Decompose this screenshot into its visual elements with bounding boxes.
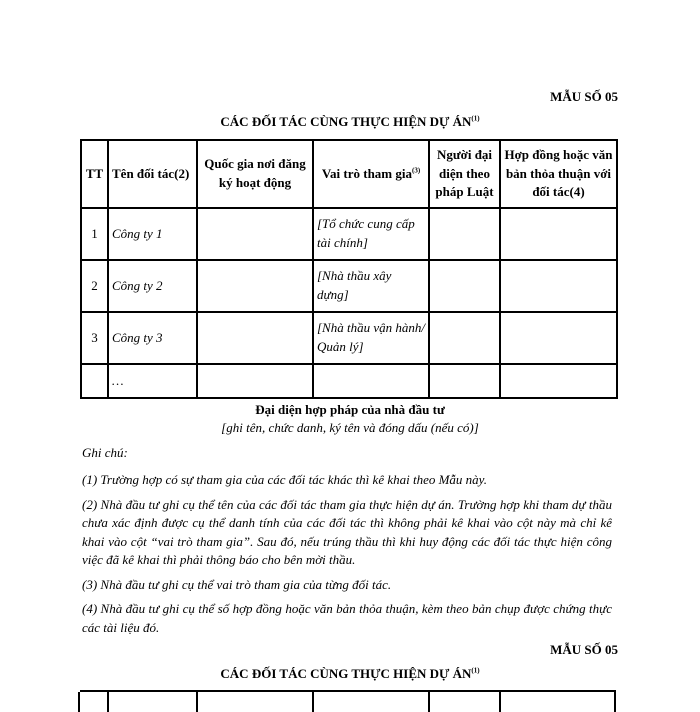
- table-divider: [428, 692, 430, 712]
- header-tt: TT: [81, 140, 108, 208]
- cell-ellipsis: …: [108, 364, 197, 398]
- cell-role: [Nhà thầu xây dựng]: [313, 260, 429, 312]
- cell-partner-name: Công ty 2: [108, 260, 197, 312]
- table-row: [81, 312, 617, 364]
- cell-role: [Nhà thầu vận hành/ Quản lý]: [313, 312, 429, 364]
- header-legal-rep: Người đại diện theo pháp Luật: [429, 140, 500, 208]
- table-divider: [78, 692, 80, 712]
- header-role-text: Vai trò tham gia: [321, 165, 412, 181]
- representative-title: Đại diện hợp pháp của nhà đầu tư: [255, 402, 445, 417]
- partial-table-top: [80, 690, 616, 712]
- page-title-text: CÁC ĐỐI TÁC CÙNG THỰC HIỆN DỰ ÁN: [220, 114, 472, 129]
- cell-legal-rep: [429, 364, 500, 398]
- note-item: (1) Trường hợp có sự tham gia của các đối tác khác thì kê khai theo Mẫu này.: [82, 472, 487, 488]
- cell-country: [197, 364, 313, 398]
- table-divider: [614, 692, 616, 712]
- table-row-ellipsis: [81, 364, 617, 398]
- cell-country: [197, 260, 313, 312]
- note-item: (2) Nhà đầu tư ghi cụ thể tên của các đối tác tham gia thực hiện dự án. Trường hợp khi tham dự thầu chưa xác định được cụ thể danh tính của các đối tác thì không phải kê khai vào cột này mà chỉ kê khai vào cột “vai trò tham gia”. Sau đó, nếu trúng thầu thì khi huy động các đối tác thực hiện công việc đã kê khai thì phải thông báo cho bên mời thầu.: [82, 496, 612, 568]
- cell-country: [197, 312, 313, 364]
- table-row: [81, 208, 617, 260]
- header-partner-name: Tên đối tác(2): [108, 140, 197, 208]
- cell-country: [197, 208, 313, 260]
- cell-tt: [81, 364, 108, 398]
- note-item: (3) Nhà đầu tư ghi cụ thể vai trò tham gia của từng đối tác.: [82, 576, 392, 592]
- page-title-repeat: [0, 666, 700, 682]
- cell-role: [313, 364, 429, 398]
- header-role-sup: (3): [411, 166, 421, 175]
- cell-contract: [500, 312, 617, 364]
- notes-section: [82, 444, 612, 643]
- page-title: [0, 114, 700, 130]
- header-role: [313, 140, 429, 208]
- form-code: MẪU SỐ 05: [550, 89, 618, 104]
- table-divider: [499, 692, 501, 712]
- table-divider: [196, 692, 198, 712]
- cell-tt: 1: [81, 208, 108, 260]
- cell-contract: [500, 364, 617, 398]
- table-row: [81, 260, 617, 312]
- cell-contract: [500, 208, 617, 260]
- header-contract: Hợp đồng hoặc văn bản thỏa thuận với đối tác(4): [500, 140, 617, 208]
- cell-tt: 3: [81, 312, 108, 364]
- table-divider: [107, 692, 109, 712]
- title-footnote-marker: (1): [471, 114, 480, 123]
- note-item: (4) Nhà đầu tư ghi cụ thể số hợp đồng hoặc văn bản thỏa thuận, kèm theo bản chụp được chứng thực các tài liệu đó.: [82, 601, 612, 635]
- cell-partner-name: Công ty 3: [108, 312, 197, 364]
- table-divider: [312, 692, 314, 712]
- cell-role: [Tổ chức cung cấp tài chính]: [313, 208, 429, 260]
- form-code-repeat: MẪU SỐ 05: [550, 642, 618, 657]
- header-country: Quốc gia nơi đăng ký hoạt động: [197, 140, 313, 208]
- cell-tt: 2: [81, 260, 108, 312]
- title-repeat-footnote-marker: (1): [471, 666, 480, 675]
- representative-subtitle: [ghi tên, chức danh, ký tên và đóng dấu (nếu có)]: [221, 420, 479, 435]
- cell-legal-rep: [429, 312, 500, 364]
- table-header-row: [81, 140, 617, 208]
- cell-legal-rep: [429, 208, 500, 260]
- cell-partner-name: Công ty 1: [108, 208, 197, 260]
- notes-heading: Ghi chú:: [82, 445, 128, 460]
- partners-table: [80, 139, 618, 399]
- cell-contract: [500, 260, 617, 312]
- page-title-repeat-text: CÁC ĐỐI TÁC CÙNG THỰC HIỆN DỰ ÁN: [220, 666, 472, 681]
- cell-legal-rep: [429, 260, 500, 312]
